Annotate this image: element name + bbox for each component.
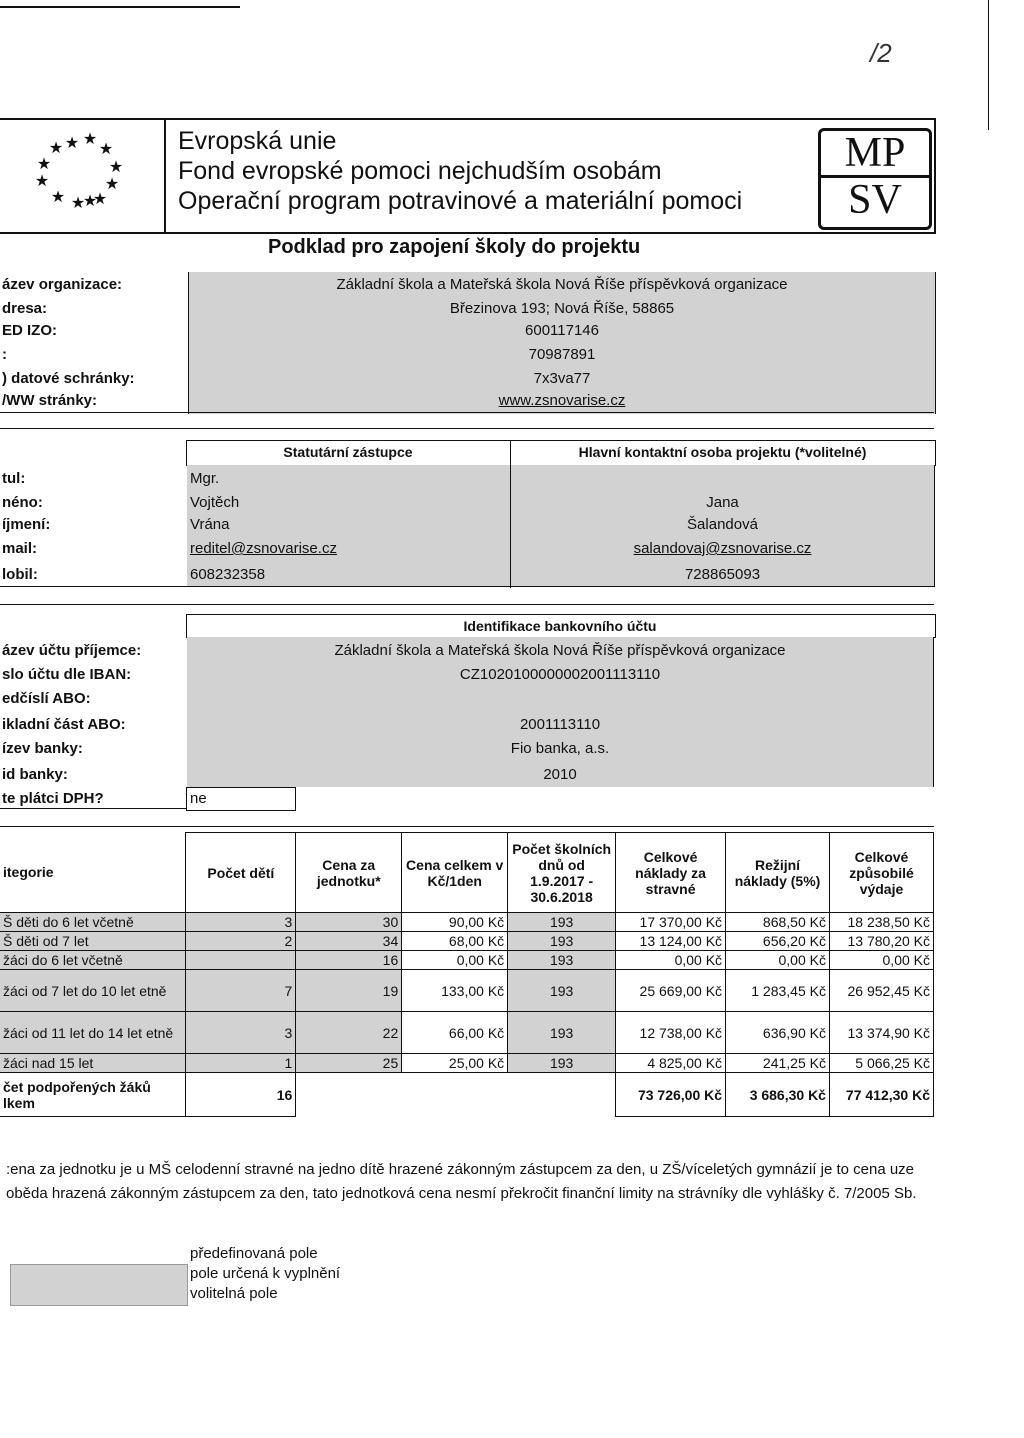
row-category: žáci nad 15 let: [0, 1054, 186, 1073]
col-unit-price-header: Cena za jednotku*: [296, 833, 402, 913]
legend-optional: volitelná pole: [190, 1285, 278, 1302]
row-price: 16: [296, 951, 402, 970]
header-eu-title: Evropská unie: [178, 127, 337, 155]
row-overhead: 0,00 Kč: [726, 951, 830, 970]
total-food-costs: 73 726,00 Kč: [616, 1073, 726, 1117]
statutar-email-link[interactable]: reditel@zsnovarise.cz: [190, 540, 337, 557]
row-days: 193: [508, 1054, 616, 1073]
bank-name-value: Fio banka, a.s.: [510, 740, 610, 757]
svg-text:★: ★: [92, 189, 108, 208]
row-category: Š děti do 6 let včetně: [0, 913, 186, 932]
row-total: 26 952,45 Kč: [829, 970, 933, 1012]
row-price: 30: [296, 913, 402, 932]
row-count: 7: [186, 970, 296, 1012]
row-total: 18 238,50 Kč: [829, 913, 933, 932]
statutar-phone: 608232358: [190, 566, 266, 583]
row-category: Š děti od 7 let: [0, 932, 186, 951]
org-block: [0, 272, 934, 414]
ico-value: 70987891: [528, 346, 596, 363]
statutar-title: Mgr.: [190, 470, 220, 487]
col-eligible-total-header: Celkové způsobilé výdaje: [829, 833, 933, 913]
col-food-costs-header: Celkové náklady za stravné: [616, 833, 726, 913]
surname-label: íjmení:: [2, 516, 51, 533]
table-row: [0, 1012, 934, 1054]
iban-label: slo účtu dle IBAN:: [2, 666, 132, 683]
red-izo-value: 600117146: [525, 322, 599, 339]
svg-text:★: ★: [36, 154, 52, 173]
row-count: [186, 951, 296, 970]
row-price: 25: [296, 1054, 402, 1073]
vat-payer-label: te plátci DPH?: [2, 790, 104, 807]
col-school-days-header: Počet školních dnů od 1.9.2017 - 30.6.2018: [508, 833, 616, 913]
page-title: Podklad pro zapojení školy do projektu: [268, 236, 641, 258]
contact-surname: Šalandová: [687, 516, 758, 533]
col-overhead-header: Režijní náklady (5%): [726, 833, 830, 913]
eu-star-circle-icon: [0, 120, 164, 232]
bank-name-label: ízev banky:: [2, 740, 83, 757]
svg-text:★: ★: [34, 171, 50, 190]
row-daily-total: 133,00 Kč: [402, 970, 508, 1012]
title-label: tul:: [2, 470, 26, 487]
row-overhead: 656,20 Kč: [726, 932, 830, 951]
row-total: 13 780,20 Kč: [829, 932, 933, 951]
phone-label: lobil:: [2, 566, 38, 583]
org-name-label: ázev organizace:: [2, 276, 123, 293]
table-row: [0, 1054, 934, 1073]
row-price: 22: [296, 1012, 402, 1054]
row-category: žáci od 7 let do 10 let etně: [0, 970, 186, 1012]
abo-main-value: 2001113110: [519, 716, 601, 733]
legend: [10, 1244, 350, 1306]
svg-text:★: ★: [82, 129, 98, 148]
legend-swatch: [10, 1264, 188, 1306]
data-box-label: ) datové schránky:: [2, 370, 135, 387]
ico-label: :: [2, 346, 7, 363]
row-total: 0,00 Kč: [829, 951, 933, 970]
legend-to-fill: pole určená k vyplnění: [190, 1265, 341, 1282]
address-value: Březinova 193; Nová Říše, 58865: [449, 300, 675, 317]
row-daily-total: 68,00 Kč: [402, 932, 508, 951]
bank-block: [0, 614, 934, 810]
row-price: 34: [296, 932, 402, 951]
table-row: [0, 951, 934, 970]
total-eligible: 77 412,30 Kč: [829, 1073, 933, 1117]
row-overhead: 1 283,45 Kč: [726, 970, 830, 1012]
col-count-header: Počet dětí: [186, 833, 296, 913]
footnote: :ena za jednotku je u MŠ celodenní stravné na jedno dítě hrazené zákonným zástupcem za den, u ZŠ/víceletých gymnázií je to cena uze oběda hrazená zákonným zástupcem za den, tato jednotková cena nesmí překročit finanční limity na strávníky dle vyhlášky č. 7/2005 Sb.: [6, 1161, 917, 1202]
mpsv-logo: MP SV: [818, 128, 932, 230]
total-overhead: 3 686,30 Kč: [726, 1073, 830, 1117]
table-row: [0, 932, 934, 951]
iban-value: CZ1020100000002001113110: [459, 666, 661, 683]
svg-text:★: ★: [104, 174, 120, 193]
svg-text:★: ★: [108, 157, 124, 176]
eu-header: [0, 118, 936, 234]
row-days: 193: [508, 932, 616, 951]
header-program-title: Operační program potravinové a materiální pomoci: [178, 187, 743, 215]
contact-email-link[interactable]: salandovaj@zsnovarise.cz: [633, 540, 812, 557]
row-food-costs: 4 825,00 Kč: [616, 1054, 726, 1073]
email-label: mail:: [2, 540, 38, 557]
svg-text:★: ★: [48, 138, 64, 157]
contact-phone: 728865093: [684, 566, 761, 583]
bank-code-value: 2010: [543, 766, 577, 783]
row-overhead: 241,25 Kč: [726, 1054, 830, 1073]
row-daily-total: 90,00 Kč: [402, 913, 508, 932]
row-daily-total: 25,00 Kč: [402, 1054, 508, 1073]
row-total: 5 066,25 Kč: [829, 1054, 933, 1073]
statutar-header: Statutární zástupce: [283, 444, 413, 460]
eu-flag-stars: [0, 120, 166, 232]
row-food-costs: 0,00 Kč: [616, 951, 726, 970]
row-overhead: 636,90 Kč: [726, 1012, 830, 1054]
website-label: /WW stránky:: [2, 392, 98, 409]
vat-payer-value: ne: [190, 790, 207, 807]
statutar-firstname: Vojtěch: [190, 494, 240, 511]
row-food-costs: 12 738,00 Kč: [616, 1012, 726, 1054]
address-label: dresa:: [2, 300, 48, 317]
svg-text:★: ★: [64, 133, 80, 152]
table-total-row: [0, 1073, 934, 1117]
bank-code-label: id banky:: [2, 766, 68, 783]
row-price: 19: [296, 970, 402, 1012]
row-category: žáci do 6 let včetně: [0, 951, 186, 970]
svg-text:★: ★: [98, 139, 114, 158]
contact-person-header: Hlavní kontaktní osoba projektu (*volitelné): [578, 444, 867, 460]
row-count: 3: [186, 1012, 296, 1054]
col-daily-total-header: Cena celkem v Kč/1den: [402, 833, 508, 913]
scan-edge-line: [0, 6, 240, 8]
website-link[interactable]: www.zsnovarise.cz: [498, 392, 626, 409]
contacts-block: [0, 440, 934, 588]
table-row: [0, 970, 934, 1012]
firstname-label: néno:: [2, 494, 43, 511]
abo-main-label: ikladní část ABO:: [2, 716, 126, 733]
row-count: 3: [186, 913, 296, 932]
page-number-mark: /2: [870, 38, 892, 68]
table-row: [0, 913, 934, 932]
row-count: 1: [186, 1054, 296, 1073]
bank-header: Identifikace bankovního účtu: [463, 618, 657, 634]
account-name-label: ázev účtu příjemce:: [2, 642, 142, 659]
row-total: 13 374,90 Kč: [829, 1012, 933, 1054]
row-days: 193: [508, 1012, 616, 1054]
svg-text:★: ★: [70, 193, 86, 212]
abo-prefix-label: edčíslí ABO:: [2, 690, 91, 707]
data-box-value: 7x3va77: [533, 370, 591, 387]
row-food-costs: 17 370,00 Kč: [616, 913, 726, 932]
row-days: 193: [508, 970, 616, 1012]
svg-text:★: ★: [50, 187, 66, 206]
legend-predefined: předefinovaná pole: [190, 1245, 318, 1262]
row-days: 193: [508, 951, 616, 970]
scan-edge-line: [988, 0, 989, 130]
svg-text:★: ★: [82, 191, 98, 210]
row-food-costs: 25 669,00 Kč: [616, 970, 726, 1012]
account-name-value: Základní škola a Mateřská škola Nová Říše příspěvková organizace: [334, 642, 786, 659]
costs-table: [0, 832, 934, 1117]
red-izo-label: ED IZO:: [2, 322, 57, 339]
row-overhead: 868,50 Kč: [726, 913, 830, 932]
org-name-value: Základní škola a Mateřská škola Nová Říše příspěvková organizace: [336, 276, 788, 293]
header-fund-title: Fond evropské pomoci nejchudším osobám: [178, 157, 662, 185]
total-count: 16: [186, 1073, 296, 1117]
row-daily-total: 0,00 Kč: [402, 951, 508, 970]
row-category: žáci od 11 let do 14 let etně: [0, 1012, 186, 1054]
row-daily-total: 66,00 Kč: [402, 1012, 508, 1054]
row-count: 2: [186, 932, 296, 951]
col-category-header: itegorie: [0, 833, 186, 913]
total-row-label: čet podpořených žáků lkem: [0, 1073, 186, 1117]
contact-firstname: Jana: [706, 494, 739, 511]
row-days: 193: [508, 913, 616, 932]
statutar-surname: Vrána: [190, 516, 230, 533]
row-food-costs: 13 124,00 Kč: [616, 932, 726, 951]
